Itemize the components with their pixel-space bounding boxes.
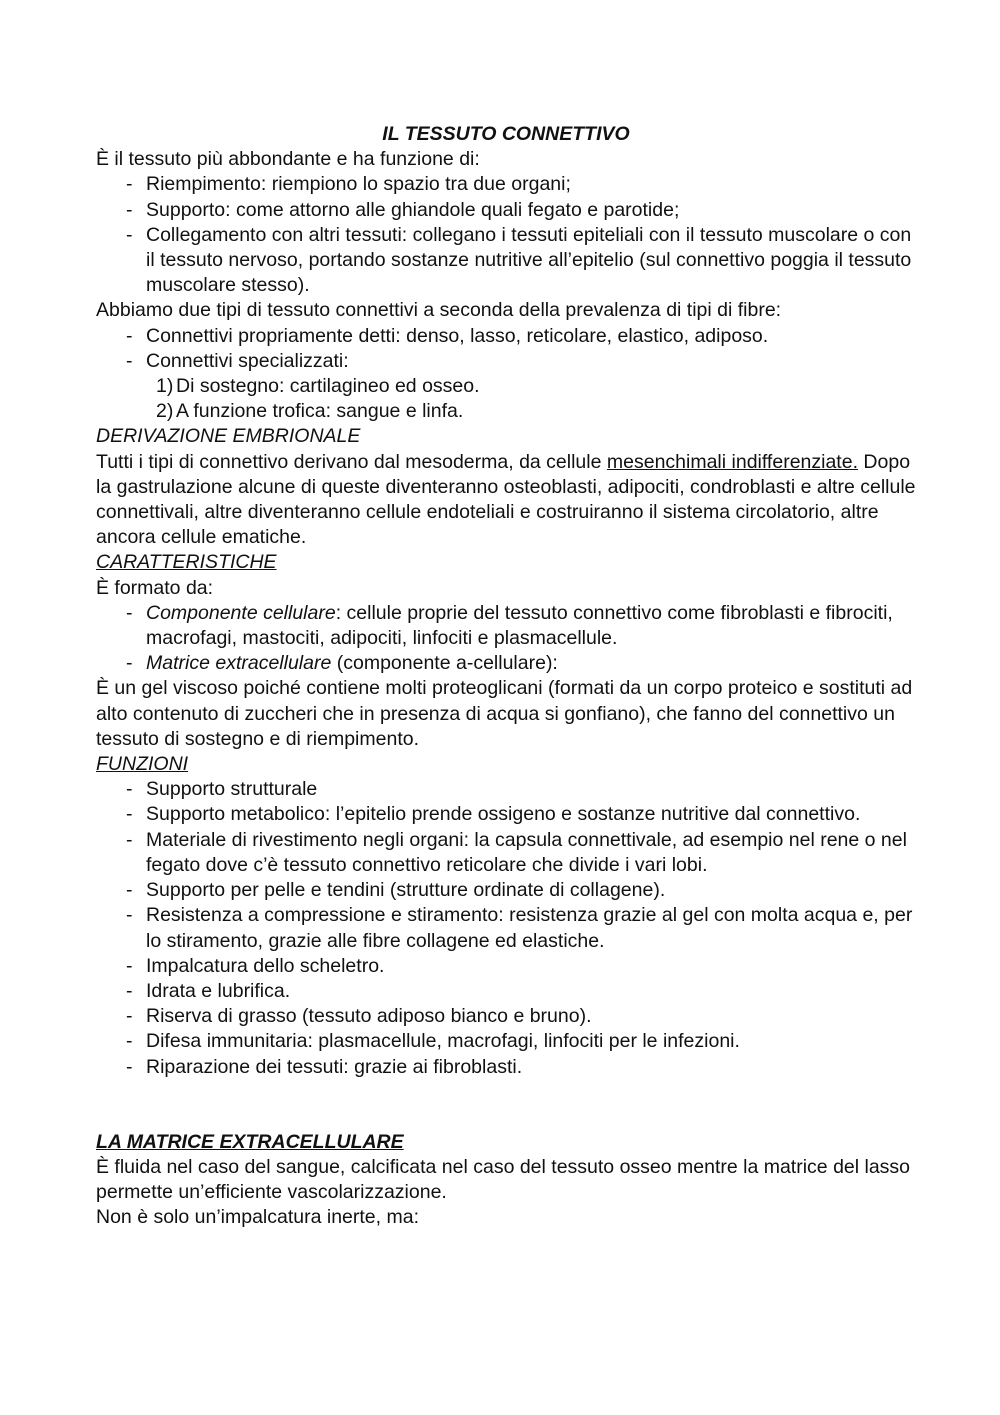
functions-intro-list — [96, 172, 916, 298]
dash-bullet: - — [126, 778, 133, 801]
gel-text: È un gel viscoso poiché contiene molti proteoglicani (formati da un corpo proteico e sostituti ad alto contenuto di zuccheri che in presenza di acqua si gonfiano), che fanno del connettivo un tessuto di sostegno e di riempimento. — [96, 677, 913, 750]
number-marker: 2) — [156, 400, 174, 423]
dash-bullet: - — [126, 904, 133, 927]
dash-bullet: - — [126, 223, 133, 246]
dash-bullet: - — [126, 324, 133, 347]
document-title: IL TESSUTO CONNETTIVO — [382, 123, 630, 145]
dash-bullet: - — [126, 173, 133, 196]
dash-bullet: - — [126, 1005, 133, 1028]
list-item: - Riserva di grasso (tessuto adiposo bianco e bruno). — [96, 1004, 916, 1029]
dash-bullet: - — [126, 1030, 133, 1053]
heading-matrice: LA MATRICE EXTRACELLULARE — [96, 1130, 404, 1153]
list-item: - Connettivi propriamente detti: denso, lasso, reticolare, elastico, adiposo. — [96, 324, 916, 349]
dash-bullet: - — [126, 1055, 133, 1078]
underlined-term: mesenchimali indifferenziate. — [606, 450, 858, 473]
types-list — [96, 324, 916, 374]
list-item: - Collegamento con altri tessuti: collegano i tessuti epiteliali con il tessuto muscolare o con il tessuto nervoso, portando sostanze nutritive all’epitelio (sul connettivo poggia il tessuto muscolare stesso). — [126, 223, 912, 297]
italic-term: Componente cellulare — [146, 601, 336, 624]
list-item: - Supporto metabolico: l’epitelio prende ossigeno e sostanze nutritive dal connettivo. — [96, 802, 916, 827]
list-item: - Resistenza a compressione e stiramento: resistenza grazie al gel con molta acqua e, per lo stiramento, grazie alle fibre collagene ed elastiche. — [126, 904, 913, 952]
dash-bullet: - — [126, 803, 133, 826]
caratteristiche-intro: È formato da: — [96, 576, 214, 599]
list-item: - Riparazione dei tessuti: grazie ai fibroblasti. — [96, 1055, 916, 1080]
caratteristiche-list — [96, 601, 916, 677]
list-item: 1) Di sostegno: cartilagineo ed osseo. — [96, 374, 916, 399]
heading-funzioni: FUNZIONI — [96, 753, 189, 776]
dash-bullet: - — [126, 879, 133, 902]
list-item: - Matrice extracellulare (componente a-cellulare): — [96, 651, 916, 676]
types-intro-text: Abbiamo due tipi di tessuto connettivi a seconda della prevalenza di tipi di fibre: — [96, 299, 782, 322]
matrice-text: È fluida nel caso del sangue, calcificata nel caso del tessuto osseo mentre la matrice del lasso permette un’efficiente vascolarizzazione. — [96, 1155, 911, 1204]
list-item: - Idrata e lubrifica. — [96, 979, 916, 1004]
specialized-list — [96, 374, 916, 424]
list-item: - Impalcatura dello scheletro. — [96, 954, 916, 979]
dash-bullet: - — [126, 954, 133, 977]
number-marker: 1) — [156, 375, 174, 398]
derivazione-text: Tutti i tipi di connettivo derivano dal mesoderma, da cellule mesenchimali indifferenziate. Dopo la gastrulazione alcune di queste diventeranno osteoblasti, adipociti, condroblasti e altre cellule connettivali, altre diventeranno cellule endoteliali e costruiranno il sistema circolatorio, altre ancora cellule ematiche. — [96, 450, 916, 549]
list-item: 2) A funzione trofica: sangue e linfa. — [96, 399, 916, 424]
matrice-text-2: Non è solo un’impalcatura inerte, ma: — [96, 1206, 419, 1229]
funzioni-list — [96, 777, 916, 1079]
dash-bullet: - — [126, 349, 133, 372]
list-item: - Riempimento: riempiono lo spazio tra due organi; — [96, 172, 916, 197]
dash-bullet: - — [126, 979, 133, 1002]
list-item: - Supporto strutturale — [96, 777, 916, 802]
list-item: - Componente cellulare: cellule proprie del tessuto connettivo come fibroblasti e fibrociti, macrofagi, mastociti, adipociti, linfociti e plasmacellule. — [126, 601, 893, 650]
intro-text: È il tessuto più abbondante e ha funzione di: — [96, 148, 480, 171]
list-item: - Materiale di rivestimento negli organi: la capsula connettivale, ad esempio nel rene o nel fegato dove c’è tessuto connettivo reticolare che divide i vari lobi. — [126, 828, 907, 876]
list-item: - Difesa immunitaria: plasmacellule, macrofagi, linfociti per le infezioni. — [96, 1029, 916, 1054]
document-body — [96, 122, 916, 1231]
dash-bullet: - — [126, 828, 133, 851]
section-spacer — [96, 1080, 916, 1130]
italic-term: Matrice extracellulare — [146, 652, 332, 675]
list-item: - Supporto per pelle e tendini (strutture ordinate di collagene). — [96, 878, 916, 903]
list-item: - Supporto: come attorno alle ghiandole quali fegato e parotide; — [96, 198, 916, 223]
dash-bullet: - — [126, 652, 133, 675]
dash-bullet: - — [126, 198, 133, 221]
list-item: - Connettivi specializzati: — [96, 349, 916, 374]
heading-caratteristiche: CARATTERISTICHE — [96, 551, 277, 574]
dash-bullet: - — [126, 601, 133, 624]
heading-derivazione: DERIVAZIONE EMBRIONALE — [96, 425, 361, 448]
